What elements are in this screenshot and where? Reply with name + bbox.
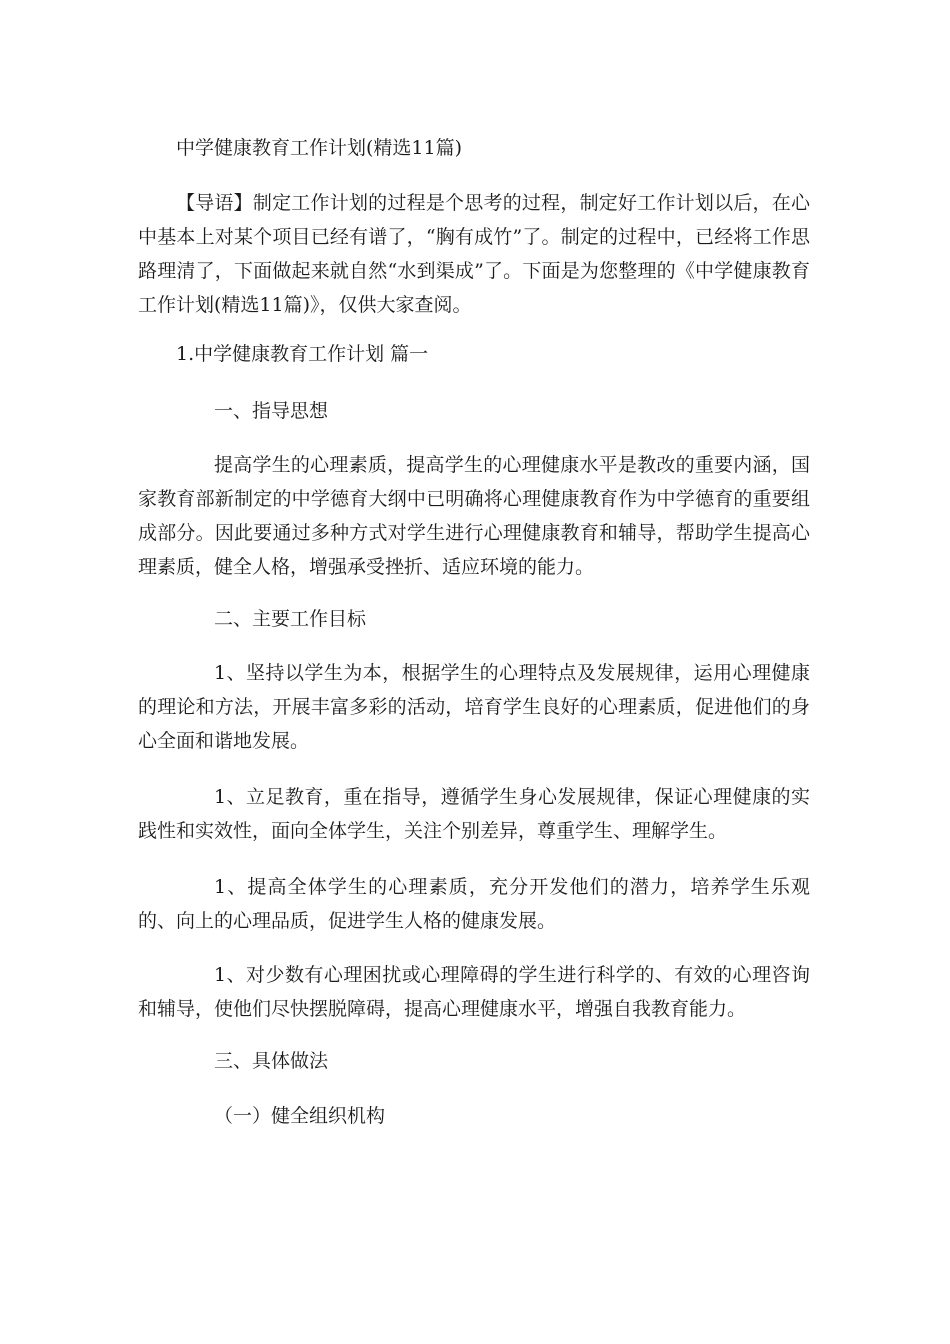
- section-title: 1.中学健康教育工作计划 篇一: [176, 343, 429, 365]
- sub-heading-organization: （一）健全组织机构: [214, 1105, 386, 1127]
- goal-item-3: 1、提高全体学生的心理素质，充分开发他们的潜力，培养学生乐观的、向上的心理品质，促进学生人格的健康发展。: [138, 876, 810, 932]
- heading-specific-methods: 三、具体做法: [214, 1050, 329, 1072]
- heading-main-goals: 二、主要工作目标: [214, 608, 367, 630]
- goal-item-4: 1、对少数有心理困扰或心理障碍的学生进行科学的、有效的心理咨询和辅导，使他们尽快摆脱障碍，提高心理健康水平，增强自我教育能力。: [138, 964, 810, 1020]
- goal-item-1: 1、坚持以学生为本，根据学生的心理特点及发展规律，运用心理健康的理论和方法，开展丰富多彩的活动，培育学生良好的心理素质，促进他们的身心全面和谐地发展。: [138, 662, 810, 752]
- guiding-thought-paragraph: 提高学生的心理素质，提高学生的心理健康水平是教改的重要内涵，国家教育部新制定的中学德育大纲中已明确将心理健康教育作为中学德育的重要组成部分。因此要通过多种方式对学生进行心理健康教育和辅导，帮助学生提高心理素质，健全人格，增强承受挫折、适应环境的能力。: [138, 454, 810, 578]
- heading-guiding-thought: 一、指导思想: [214, 400, 329, 422]
- goal-item-2: 1、立足教育，重在指导，遵循学生身心发展规律，保证心理健康的实践性和实效性，面向全体学生，关注个别差异，尊重学生、理解学生。: [138, 786, 810, 842]
- document-title: 中学健康教育工作计划(精选11篇): [176, 137, 463, 159]
- intro-paragraph: 【导语】制定工作计划的过程是个思考的过程，制定好工作计划以后，在心中基本上对某个项目已经有谱了，“胸有成竹”了。制定的过程中，已经将工作思路理清了，下面做起来就自然“水到渠成”了。下面是为您整理的《中学健康教育工作计划(精选11篇)》，仅供大家查阅。: [138, 192, 810, 316]
